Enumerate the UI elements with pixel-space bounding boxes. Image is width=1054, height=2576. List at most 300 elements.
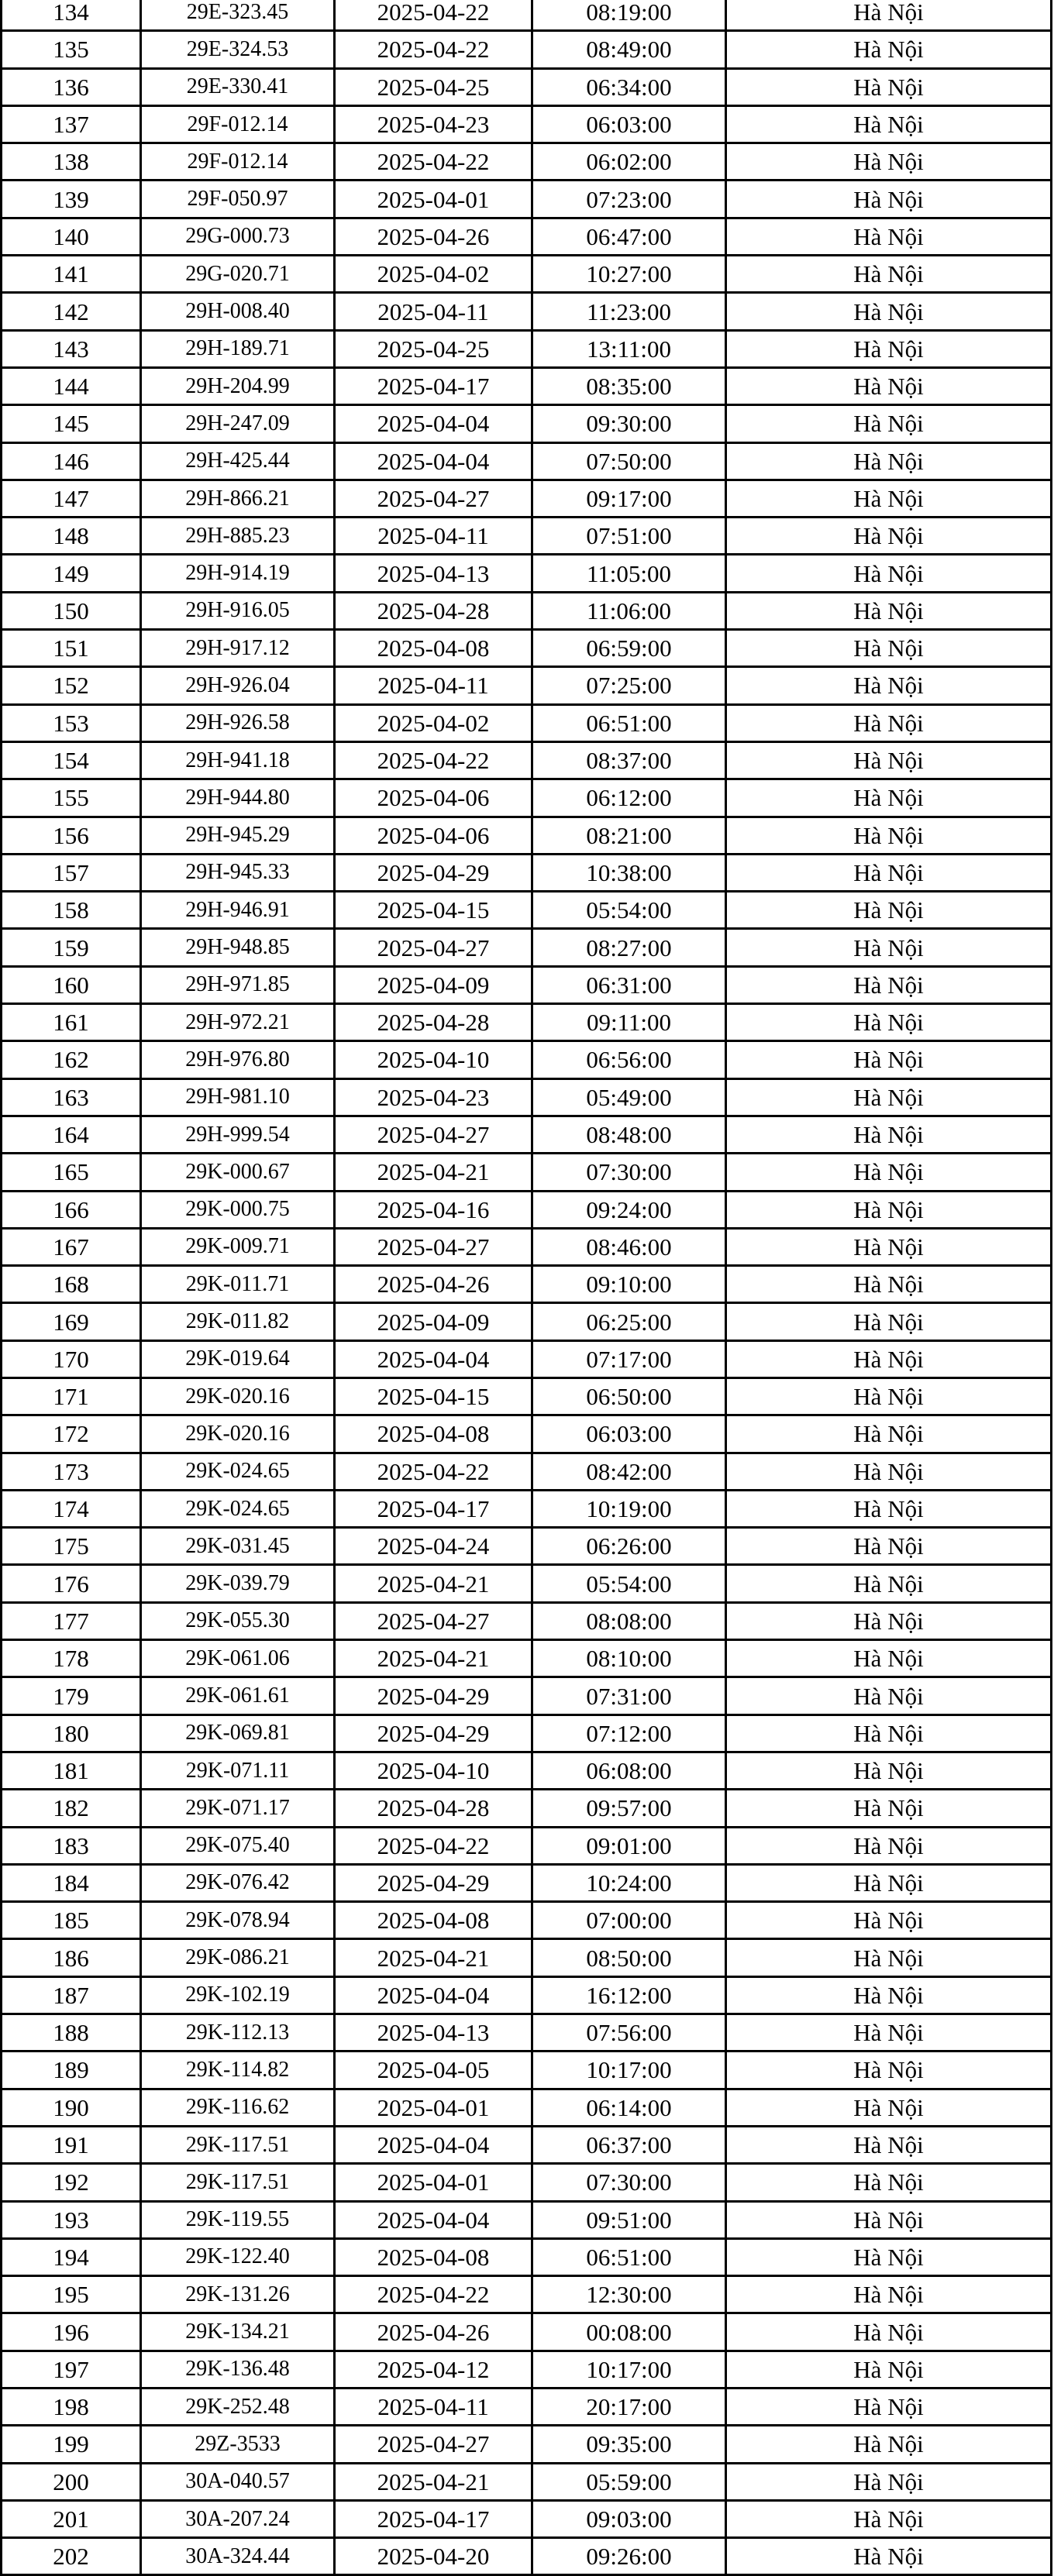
cell-index: 186 bbox=[2, 1939, 141, 1976]
cell-index: 140 bbox=[2, 218, 141, 255]
cell-time: 07:56:00 bbox=[532, 2014, 726, 2052]
cell-time: 00:08:00 bbox=[532, 2313, 726, 2351]
cell-location: Hà Nội bbox=[726, 592, 1052, 629]
cell-plate: 29H-944.80 bbox=[141, 779, 335, 817]
cell-date: 2025-04-24 bbox=[335, 1528, 532, 1565]
cell-plate: 29G-020.71 bbox=[141, 256, 335, 293]
cell-time: 05:54:00 bbox=[532, 892, 726, 929]
cell-index: 167 bbox=[2, 1228, 141, 1265]
table-row bbox=[2, 854, 1052, 891]
cell-index: 183 bbox=[2, 1827, 141, 1864]
cell-time: 08:48:00 bbox=[532, 1116, 726, 1153]
cell-time: 06:03:00 bbox=[532, 105, 726, 143]
cell-date: 2025-04-28 bbox=[335, 1004, 532, 1041]
cell-time: 10:17:00 bbox=[532, 2052, 726, 2089]
cell-time: 09:11:00 bbox=[532, 1004, 726, 1041]
cell-date: 2025-04-08 bbox=[335, 1902, 532, 1939]
table-row bbox=[2, 1528, 1052, 1565]
cell-plate: 29K-055.30 bbox=[141, 1602, 335, 1639]
table-row bbox=[2, 1565, 1052, 1602]
cell-time: 06:26:00 bbox=[532, 1528, 726, 1565]
cell-location: Hà Nội bbox=[726, 2313, 1052, 2351]
table-row bbox=[2, 1078, 1052, 1116]
cell-index: 187 bbox=[2, 1976, 141, 2014]
cell-location: Hà Nội bbox=[726, 2351, 1052, 2388]
cell-date: 2025-04-09 bbox=[335, 1303, 532, 1340]
cell-location: Hà Nội bbox=[726, 256, 1052, 293]
cell-index: 201 bbox=[2, 2500, 141, 2537]
cell-plate: 29K-024.65 bbox=[141, 1453, 335, 1490]
table-row bbox=[2, 2201, 1052, 2238]
cell-plate: 29Z-3533 bbox=[141, 2426, 335, 2463]
cell-plate: 29H-425.44 bbox=[141, 442, 335, 480]
cell-location: Hà Nội bbox=[726, 218, 1052, 255]
cell-location: Hà Nội bbox=[726, 518, 1052, 555]
cell-date: 2025-04-08 bbox=[335, 630, 532, 667]
cell-date: 2025-04-21 bbox=[335, 1640, 532, 1677]
cell-plate: 29E-323.45 bbox=[141, 0, 335, 31]
cell-date: 2025-04-01 bbox=[335, 181, 532, 218]
table-row bbox=[2, 143, 1052, 181]
cell-time: 06:02:00 bbox=[532, 143, 726, 181]
cell-location: Hà Nội bbox=[726, 817, 1052, 854]
cell-index: 155 bbox=[2, 779, 141, 817]
cell-index: 172 bbox=[2, 1415, 141, 1453]
cell-plate: 29H-866.21 bbox=[141, 480, 335, 517]
cell-date: 2025-04-22 bbox=[335, 2276, 532, 2313]
cell-date: 2025-04-20 bbox=[335, 2538, 532, 2575]
cell-location: Hà Nội bbox=[726, 143, 1052, 181]
cell-index: 169 bbox=[2, 1303, 141, 1340]
cell-location: Hà Nội bbox=[726, 181, 1052, 218]
cell-location: Hà Nội bbox=[726, 1154, 1052, 1191]
cell-time: 11:05:00 bbox=[532, 555, 726, 592]
cell-time: 06:31:00 bbox=[532, 966, 726, 1003]
cell-time: 08:50:00 bbox=[532, 1939, 726, 1976]
table-row bbox=[2, 1714, 1052, 1752]
cell-location: Hà Nội bbox=[726, 2126, 1052, 2163]
cell-date: 2025-04-11 bbox=[335, 293, 532, 330]
table-row bbox=[2, 2052, 1052, 2089]
cell-date: 2025-04-17 bbox=[335, 2500, 532, 2537]
cell-date: 2025-04-25 bbox=[335, 330, 532, 367]
cell-index: 136 bbox=[2, 68, 141, 105]
cell-date: 2025-04-21 bbox=[335, 1565, 532, 1602]
cell-time: 07:50:00 bbox=[532, 442, 726, 480]
table-row bbox=[2, 2126, 1052, 2163]
cell-time: 10:27:00 bbox=[532, 256, 726, 293]
cell-location: Hà Nội bbox=[726, 1377, 1052, 1415]
cell-date: 2025-04-04 bbox=[335, 1976, 532, 2014]
cell-date: 2025-04-26 bbox=[335, 218, 532, 255]
cell-plate: 29K-031.45 bbox=[141, 1528, 335, 1565]
cell-location: Hà Nội bbox=[726, 1266, 1052, 1303]
cell-plate: 29K-136.48 bbox=[141, 2351, 335, 2388]
cell-index: 188 bbox=[2, 2014, 141, 2052]
cell-date: 2025-04-27 bbox=[335, 929, 532, 966]
cell-plate: 29E-330.41 bbox=[141, 68, 335, 105]
cell-index: 168 bbox=[2, 1266, 141, 1303]
cell-time: 13:11:00 bbox=[532, 330, 726, 367]
cell-location: Hà Nội bbox=[726, 2389, 1052, 2426]
cell-index: 139 bbox=[2, 181, 141, 218]
cell-plate: 29H-008.40 bbox=[141, 293, 335, 330]
cell-time: 09:51:00 bbox=[532, 2201, 726, 2238]
cell-location: Hà Nội bbox=[726, 367, 1052, 404]
cell-location: Hà Nội bbox=[726, 1790, 1052, 1827]
cell-plate: 29K-039.79 bbox=[141, 1565, 335, 1602]
cell-index: 177 bbox=[2, 1602, 141, 1639]
table-row bbox=[2, 1116, 1052, 1153]
cell-index: 173 bbox=[2, 1453, 141, 1490]
cell-date: 2025-04-10 bbox=[335, 1752, 532, 1789]
cell-index: 149 bbox=[2, 555, 141, 592]
cell-index: 158 bbox=[2, 892, 141, 929]
table-row bbox=[2, 518, 1052, 555]
cell-time: 08:46:00 bbox=[532, 1228, 726, 1265]
cell-index: 198 bbox=[2, 2389, 141, 2426]
cell-index: 163 bbox=[2, 1078, 141, 1116]
table-row bbox=[2, 2089, 1052, 2126]
cell-plate: 29K-114.82 bbox=[141, 2052, 335, 2089]
table-row bbox=[2, 1677, 1052, 1714]
cell-index: 152 bbox=[2, 667, 141, 704]
cell-time: 05:49:00 bbox=[532, 1078, 726, 1116]
cell-plate: 29H-247.09 bbox=[141, 405, 335, 442]
cell-index: 141 bbox=[2, 256, 141, 293]
cell-plate: 29K-019.64 bbox=[141, 1340, 335, 1377]
cell-index: 193 bbox=[2, 2201, 141, 2238]
cell-date: 2025-04-27 bbox=[335, 1602, 532, 1639]
cell-plate: 30A-207.24 bbox=[141, 2500, 335, 2537]
cell-location: Hà Nội bbox=[726, 480, 1052, 517]
cell-index: 160 bbox=[2, 966, 141, 1003]
cell-index: 194 bbox=[2, 2238, 141, 2275]
cell-location: Hà Nội bbox=[726, 966, 1052, 1003]
cell-date: 2025-04-15 bbox=[335, 1377, 532, 1415]
cell-location: Hà Nội bbox=[726, 2500, 1052, 2537]
cell-date: 2025-04-09 bbox=[335, 966, 532, 1003]
cell-location: Hà Nội bbox=[726, 779, 1052, 817]
cell-date: 2025-04-08 bbox=[335, 2238, 532, 2275]
cell-location: Hà Nội bbox=[726, 1191, 1052, 1228]
cell-time: 08:49:00 bbox=[532, 31, 726, 68]
table-row bbox=[2, 256, 1052, 293]
cell-location: Hà Nội bbox=[726, 1602, 1052, 1639]
cell-plate: 29K-076.42 bbox=[141, 1864, 335, 1901]
cell-plate: 29H-916.05 bbox=[141, 592, 335, 629]
cell-time: 06:34:00 bbox=[532, 68, 726, 105]
table-row bbox=[2, 1939, 1052, 1976]
cell-index: 184 bbox=[2, 1864, 141, 1901]
cell-location: Hà Nội bbox=[726, 1528, 1052, 1565]
cell-location: Hà Nội bbox=[726, 1640, 1052, 1677]
cell-location: Hà Nội bbox=[726, 1303, 1052, 1340]
cell-plate: 29E-324.53 bbox=[141, 31, 335, 68]
table-row bbox=[2, 1752, 1052, 1789]
table-row bbox=[2, 704, 1052, 741]
cell-plate: 29H-999.54 bbox=[141, 1116, 335, 1153]
cell-date: 2025-04-28 bbox=[335, 592, 532, 629]
cell-plate: 29H-945.33 bbox=[141, 854, 335, 891]
cell-location: Hà Nội bbox=[726, 2426, 1052, 2463]
cell-plate: 29K-112.13 bbox=[141, 2014, 335, 2052]
cell-time: 10:19:00 bbox=[532, 1490, 726, 1527]
cell-location: Hà Nội bbox=[726, 1565, 1052, 1602]
cell-time: 06:14:00 bbox=[532, 2089, 726, 2126]
cell-location: Hà Nội bbox=[726, 667, 1052, 704]
cell-location: Hà Nội bbox=[726, 405, 1052, 442]
cell-plate: 29H-917.12 bbox=[141, 630, 335, 667]
cell-index: 147 bbox=[2, 480, 141, 517]
cell-time: 08:42:00 bbox=[532, 1453, 726, 1490]
cell-time: 09:26:00 bbox=[532, 2538, 726, 2575]
table-row bbox=[2, 1041, 1052, 1078]
table-row bbox=[2, 2500, 1052, 2537]
table-row bbox=[2, 1790, 1052, 1827]
cell-location: Hà Nội bbox=[726, 2276, 1052, 2313]
cell-plate: 29K-071.11 bbox=[141, 1752, 335, 1789]
cell-index: 195 bbox=[2, 2276, 141, 2313]
cell-date: 2025-04-15 bbox=[335, 892, 532, 929]
cell-index: 151 bbox=[2, 630, 141, 667]
cell-index: 161 bbox=[2, 1004, 141, 1041]
table-row bbox=[2, 1340, 1052, 1377]
table-row bbox=[2, 1640, 1052, 1677]
cell-location: Hà Nội bbox=[726, 1714, 1052, 1752]
cell-date: 2025-04-11 bbox=[335, 2389, 532, 2426]
cell-plate: 29K-000.75 bbox=[141, 1191, 335, 1228]
table-row bbox=[2, 1228, 1052, 1265]
cell-location: Hà Nội bbox=[726, 704, 1052, 741]
cell-index: 170 bbox=[2, 1340, 141, 1377]
cell-plate: 29K-061.06 bbox=[141, 1640, 335, 1677]
cell-date: 2025-04-27 bbox=[335, 1116, 532, 1153]
cell-plate: 30A-324.44 bbox=[141, 2538, 335, 2575]
cell-location: Hà Nội bbox=[726, 929, 1052, 966]
cell-time: 09:35:00 bbox=[532, 2426, 726, 2463]
cell-index: 196 bbox=[2, 2313, 141, 2351]
cell-location: Hà Nội bbox=[726, 293, 1052, 330]
cell-time: 08:19:00 bbox=[532, 0, 726, 31]
cell-date: 2025-04-17 bbox=[335, 1490, 532, 1527]
cell-location: Hà Nội bbox=[726, 1078, 1052, 1116]
cell-plate: 29K-020.16 bbox=[141, 1377, 335, 1415]
table-row bbox=[2, 2389, 1052, 2426]
cell-time: 10:24:00 bbox=[532, 1864, 726, 1901]
cell-time: 05:59:00 bbox=[532, 2463, 726, 2500]
cell-date: 2025-04-11 bbox=[335, 518, 532, 555]
cell-time: 08:21:00 bbox=[532, 817, 726, 854]
cell-time: 06:25:00 bbox=[532, 1303, 726, 1340]
cell-location: Hà Nội bbox=[726, 0, 1052, 31]
table-row bbox=[2, 405, 1052, 442]
cell-time: 08:37:00 bbox=[532, 741, 726, 779]
cell-date: 2025-04-21 bbox=[335, 1939, 532, 1976]
cell-plate: 29H-946.91 bbox=[141, 892, 335, 929]
cell-index: 182 bbox=[2, 1790, 141, 1827]
table-row bbox=[2, 741, 1052, 779]
cell-index: 197 bbox=[2, 2351, 141, 2388]
table-row bbox=[2, 555, 1052, 592]
cell-index: 145 bbox=[2, 405, 141, 442]
table-row bbox=[2, 2276, 1052, 2313]
cell-index: 156 bbox=[2, 817, 141, 854]
cell-date: 2025-04-13 bbox=[335, 555, 532, 592]
cell-plate: 29H-926.04 bbox=[141, 667, 335, 704]
cell-plate: 29H-976.80 bbox=[141, 1041, 335, 1078]
table-row bbox=[2, 442, 1052, 480]
table-row bbox=[2, 667, 1052, 704]
cell-index: 202 bbox=[2, 2538, 141, 2575]
cell-index: 178 bbox=[2, 1640, 141, 1677]
cell-plate: 29K-075.40 bbox=[141, 1827, 335, 1864]
cell-time: 06:47:00 bbox=[532, 218, 726, 255]
table-row bbox=[2, 2238, 1052, 2275]
cell-plate: 29K-131.26 bbox=[141, 2276, 335, 2313]
table-row bbox=[2, 330, 1052, 367]
table-row bbox=[2, 1266, 1052, 1303]
cell-date: 2025-04-27 bbox=[335, 480, 532, 517]
cell-date: 2025-04-22 bbox=[335, 741, 532, 779]
cell-index: 144 bbox=[2, 367, 141, 404]
cell-date: 2025-04-04 bbox=[335, 442, 532, 480]
cell-time: 10:38:00 bbox=[532, 854, 726, 891]
cell-time: 07:25:00 bbox=[532, 667, 726, 704]
table-row bbox=[2, 2351, 1052, 2388]
cell-time: 09:24:00 bbox=[532, 1191, 726, 1228]
cell-index: 157 bbox=[2, 854, 141, 891]
table-row bbox=[2, 1602, 1052, 1639]
cell-index: 171 bbox=[2, 1377, 141, 1415]
table-row bbox=[2, 2014, 1052, 2052]
cell-date: 2025-04-23 bbox=[335, 1078, 532, 1116]
cell-time: 09:30:00 bbox=[532, 405, 726, 442]
cell-index: 200 bbox=[2, 2463, 141, 2500]
table-row bbox=[2, 2463, 1052, 2500]
cell-index: 181 bbox=[2, 1752, 141, 1789]
cell-index: 199 bbox=[2, 2426, 141, 2463]
cell-index: 142 bbox=[2, 293, 141, 330]
table-row bbox=[2, 1004, 1052, 1041]
table-row bbox=[2, 480, 1052, 517]
cell-date: 2025-04-29 bbox=[335, 854, 532, 891]
cell-date: 2025-04-04 bbox=[335, 2201, 532, 2238]
table-row bbox=[2, 929, 1052, 966]
cell-location: Hà Nội bbox=[726, 1902, 1052, 1939]
cell-plate: 29K-102.19 bbox=[141, 1976, 335, 2014]
table-row bbox=[2, 1154, 1052, 1191]
cell-date: 2025-04-12 bbox=[335, 2351, 532, 2388]
cell-date: 2025-04-25 bbox=[335, 68, 532, 105]
table-row bbox=[2, 592, 1052, 629]
cell-date: 2025-04-05 bbox=[335, 2052, 532, 2089]
cell-location: Hà Nội bbox=[726, 1415, 1052, 1453]
cell-date: 2025-04-22 bbox=[335, 1453, 532, 1490]
cell-date: 2025-04-22 bbox=[335, 1827, 532, 1864]
cell-plate: 29K-069.81 bbox=[141, 1714, 335, 1752]
table-row bbox=[2, 105, 1052, 143]
cell-date: 2025-04-22 bbox=[335, 31, 532, 68]
cell-plate: 29K-078.94 bbox=[141, 1902, 335, 1939]
cell-time: 07:00:00 bbox=[532, 1902, 726, 1939]
cell-date: 2025-04-02 bbox=[335, 704, 532, 741]
cell-plate: 29H-914.19 bbox=[141, 555, 335, 592]
cell-location: Hà Nội bbox=[726, 630, 1052, 667]
cell-plate: 29K-119.55 bbox=[141, 2201, 335, 2238]
cell-index: 159 bbox=[2, 929, 141, 966]
table-row bbox=[2, 68, 1052, 105]
cell-location: Hà Nội bbox=[726, 105, 1052, 143]
cell-index: 166 bbox=[2, 1191, 141, 1228]
cell-location: Hà Nội bbox=[726, 1340, 1052, 1377]
cell-plate: 30A-040.57 bbox=[141, 2463, 335, 2500]
cell-plate: 29K-020.16 bbox=[141, 1415, 335, 1453]
table-row bbox=[2, 293, 1052, 330]
cell-date: 2025-04-10 bbox=[335, 1041, 532, 1078]
cell-date: 2025-04-29 bbox=[335, 1677, 532, 1714]
cell-plate: 29K-117.51 bbox=[141, 2164, 335, 2201]
table-row bbox=[2, 1827, 1052, 1864]
cell-plate: 29H-885.23 bbox=[141, 518, 335, 555]
cell-index: 146 bbox=[2, 442, 141, 480]
cell-location: Hà Nội bbox=[726, 2014, 1052, 2052]
cell-location: Hà Nội bbox=[726, 1228, 1052, 1265]
cell-date: 2025-04-23 bbox=[335, 105, 532, 143]
cell-date: 2025-04-13 bbox=[335, 2014, 532, 2052]
cell-plate: 29H-204.99 bbox=[141, 367, 335, 404]
table-row bbox=[2, 1303, 1052, 1340]
cell-location: Hà Nội bbox=[726, 2164, 1052, 2201]
table-row bbox=[2, 966, 1052, 1003]
cell-date: 2025-04-04 bbox=[335, 405, 532, 442]
cell-date: 2025-04-16 bbox=[335, 1191, 532, 1228]
cell-date: 2025-04-22 bbox=[335, 0, 532, 31]
cell-date: 2025-04-04 bbox=[335, 2126, 532, 2163]
cell-location: Hà Nội bbox=[726, 1677, 1052, 1714]
cell-plate: 29G-000.73 bbox=[141, 218, 335, 255]
cell-location: Hà Nội bbox=[726, 1939, 1052, 1976]
table-row bbox=[2, 31, 1052, 68]
cell-date: 2025-04-06 bbox=[335, 817, 532, 854]
cell-plate: 29H-971.85 bbox=[141, 966, 335, 1003]
cell-time: 08:35:00 bbox=[532, 367, 726, 404]
cell-date: 2025-04-28 bbox=[335, 1790, 532, 1827]
cell-date: 2025-04-17 bbox=[335, 367, 532, 404]
cell-plate: 29K-011.82 bbox=[141, 1303, 335, 1340]
cell-index: 154 bbox=[2, 741, 141, 779]
cell-time: 12:30:00 bbox=[532, 2276, 726, 2313]
cell-location: Hà Nội bbox=[726, 555, 1052, 592]
cell-time: 08:10:00 bbox=[532, 1640, 726, 1677]
cell-plate: 29K-252.48 bbox=[141, 2389, 335, 2426]
table-row bbox=[2, 2164, 1052, 2201]
table-row bbox=[2, 1377, 1052, 1415]
cell-index: 153 bbox=[2, 704, 141, 741]
table-row bbox=[2, 1453, 1052, 1490]
cell-plate: 29K-000.67 bbox=[141, 1154, 335, 1191]
cell-time: 11:23:00 bbox=[532, 293, 726, 330]
cell-date: 2025-04-08 bbox=[335, 1415, 532, 1453]
cell-date: 2025-04-21 bbox=[335, 1154, 532, 1191]
cell-time: 09:57:00 bbox=[532, 1790, 726, 1827]
cell-index: 175 bbox=[2, 1528, 141, 1565]
cell-plate: 29H-948.85 bbox=[141, 929, 335, 966]
cell-location: Hà Nội bbox=[726, 1490, 1052, 1527]
cell-time: 07:17:00 bbox=[532, 1340, 726, 1377]
cell-time: 06:37:00 bbox=[532, 2126, 726, 2163]
cell-plate: 29K-009.71 bbox=[141, 1228, 335, 1265]
